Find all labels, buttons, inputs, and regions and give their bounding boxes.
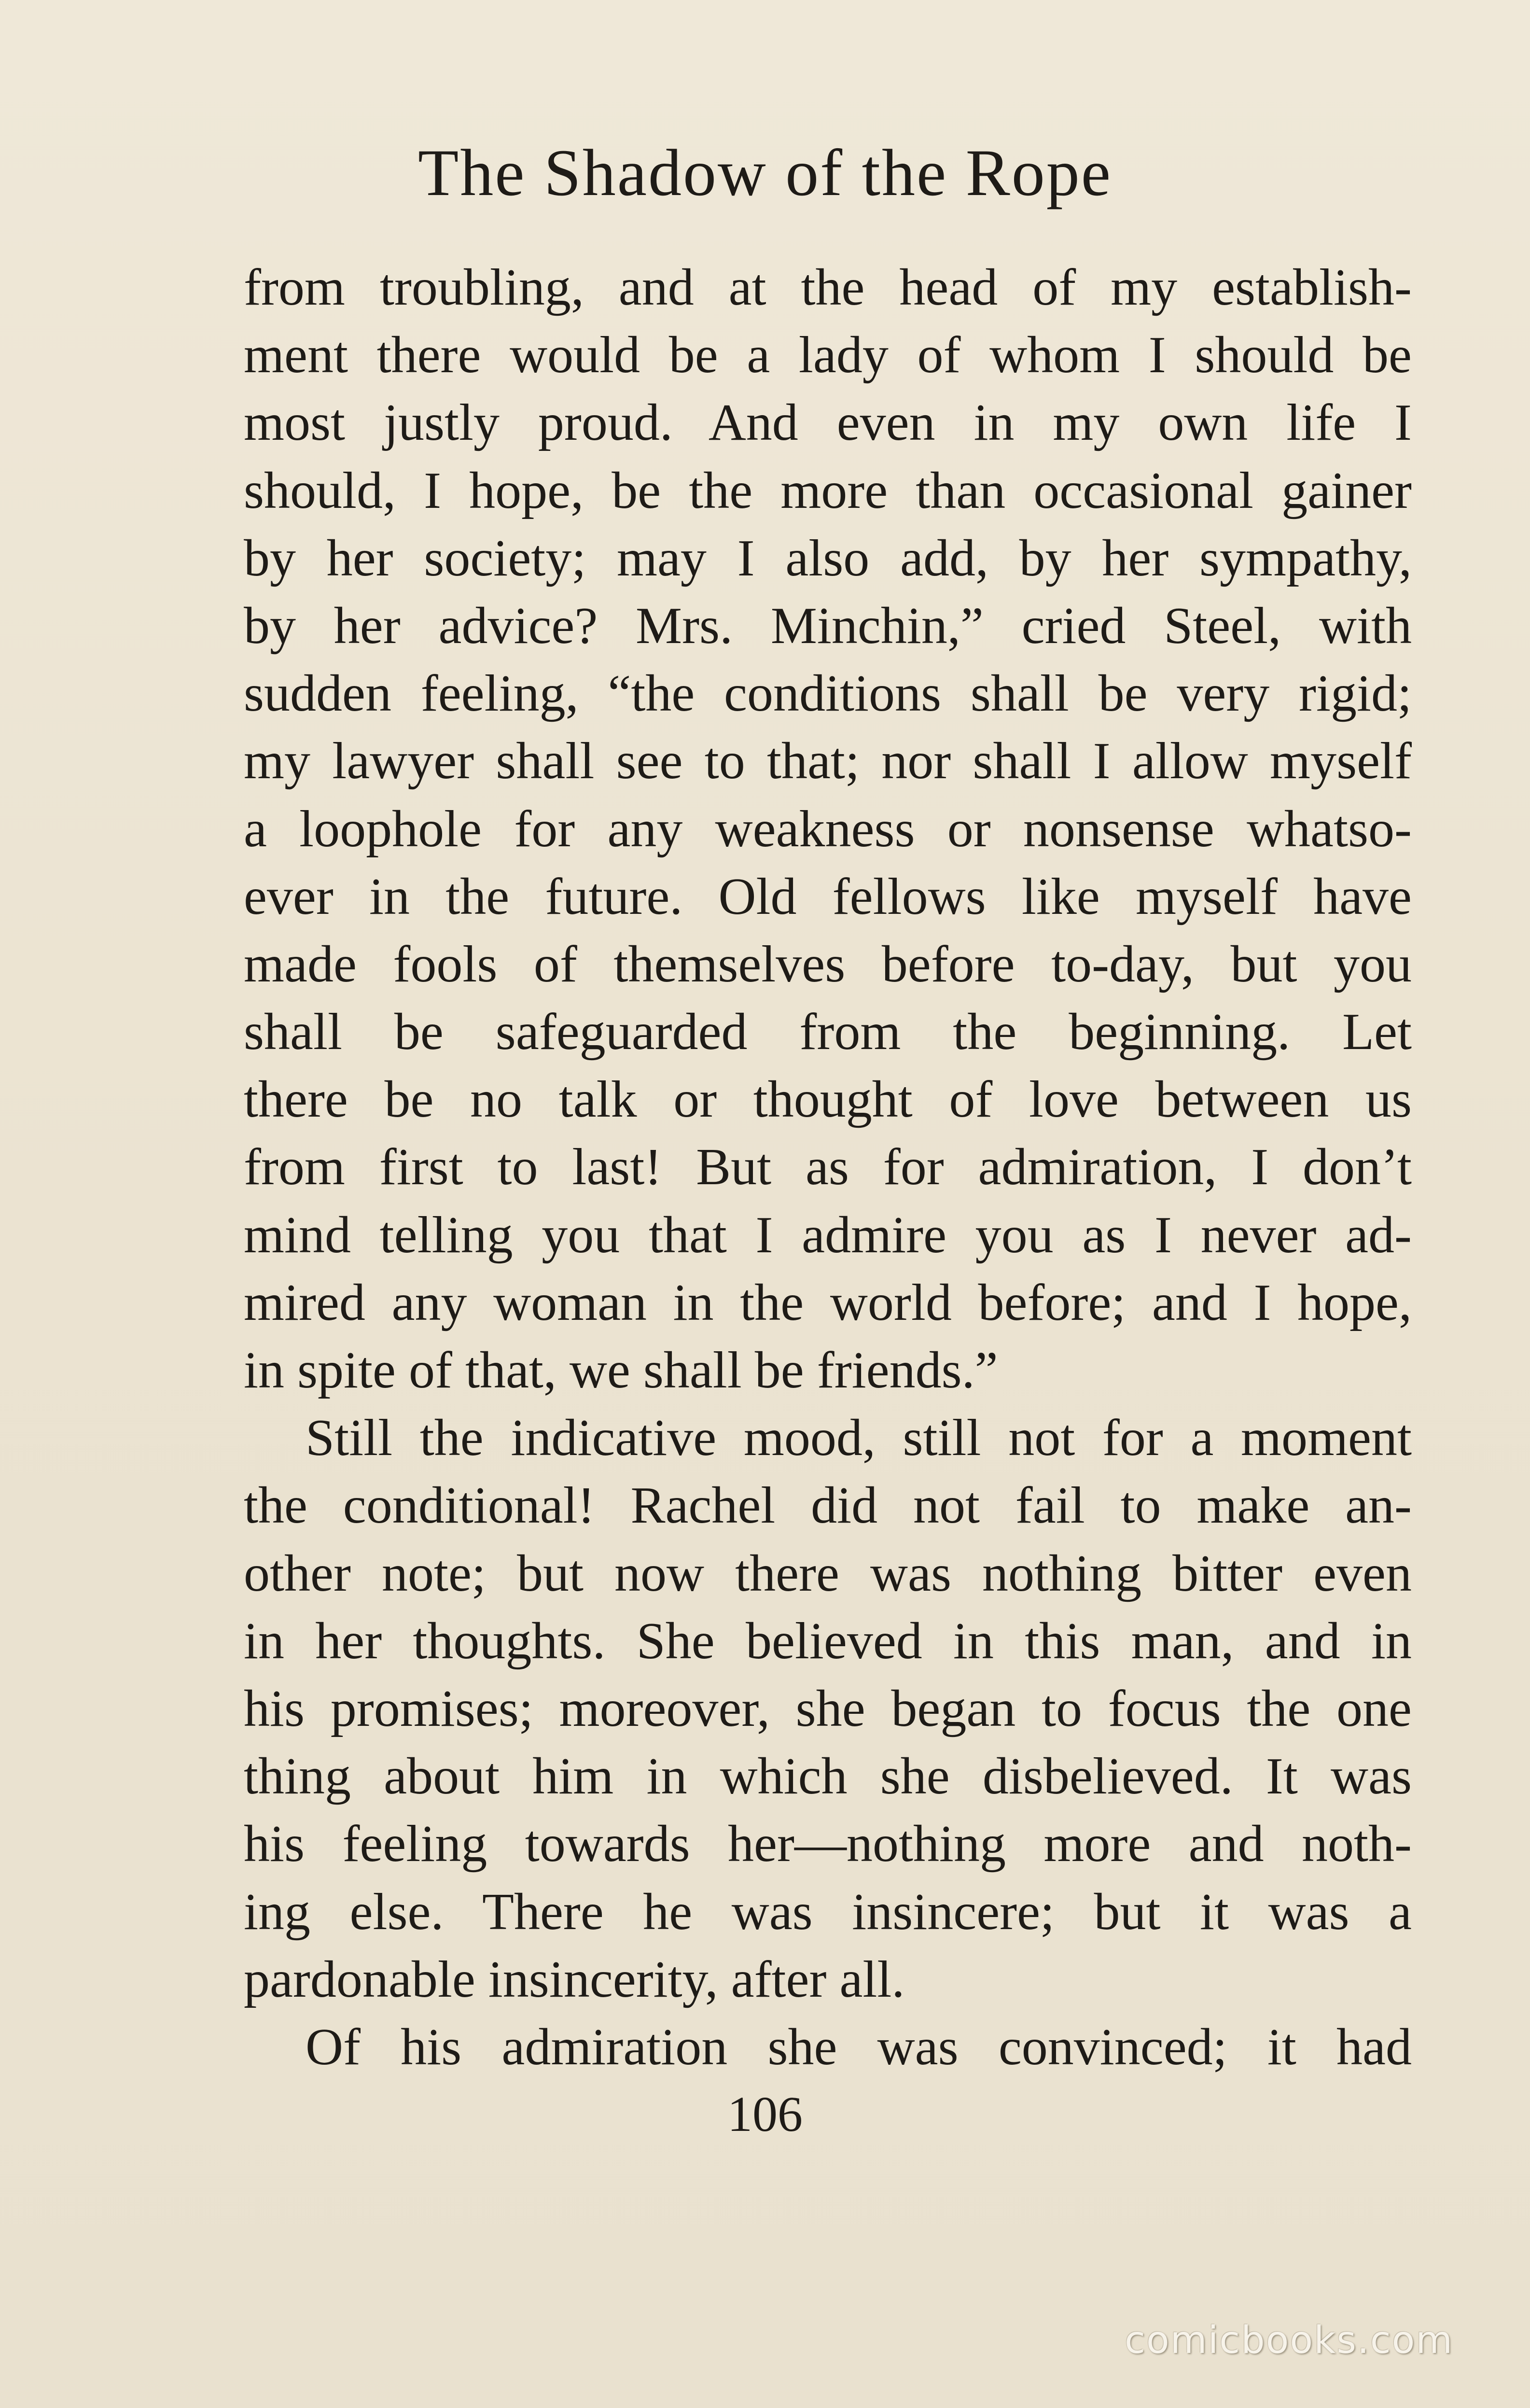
text-line: mired any woman in the world before; and I hope, xyxy=(244,1274,1412,1331)
text-line: pardonable insincerity, after all. xyxy=(244,1950,905,2008)
watermark: comicbooks.com xyxy=(1125,2319,1454,2362)
text-line: by her advice? Mrs. Minchin,” cried Steel, with xyxy=(244,597,1412,655)
text-line: thing about him in which she disbelieved. It was xyxy=(244,1748,1412,1806)
text-line: from troubling, and at the head of my establish- xyxy=(244,259,1412,316)
text-line: a loophole for any weakness or nonsense whatso- xyxy=(244,800,1412,858)
text-line: most justly proud. And even in my own life I xyxy=(244,394,1412,452)
text-line: other note; but now there was nothing bitter even xyxy=(244,1544,1412,1602)
text-line: his promises; moreover, she began to focus the one xyxy=(244,1680,1412,1737)
text-line: from first to last! But as for admiration, I don’t xyxy=(244,1138,1412,1196)
page-number: 106 xyxy=(727,2086,803,2142)
running-head: The Shadow of the Rope xyxy=(417,136,1113,210)
text-line: made fools of themselves before to-day, but you xyxy=(244,935,1412,993)
text-line: his feeling towards her—nothing more and noth- xyxy=(244,1815,1412,1873)
text-line: the conditional! Rachel did not fail to make an- xyxy=(244,1477,1412,1535)
text-line: my lawyer shall see to that; nor shall I allow myself xyxy=(244,732,1412,790)
text-line: Of his admiration she was convinced; it had xyxy=(306,2018,1412,2076)
text-line: ment there would be a lady of whom I should be xyxy=(244,326,1412,384)
text-line: shall be safeguarded from the beginning. Let xyxy=(244,1003,1412,1061)
text-line: Still the indicative mood, still not for a moment xyxy=(306,1409,1412,1467)
text-line: in spite of that, we shall be friends.” xyxy=(244,1342,998,1399)
text-line: ever in the future. Old fellows like myself have xyxy=(244,868,1412,925)
text-line: by her society; may I also add, by her sympathy, xyxy=(244,529,1412,587)
body-text xyxy=(244,254,1412,2081)
text-line: sudden feeling, “the conditions shall be very rigid; xyxy=(244,665,1412,723)
text-line: mind telling you that I admire you as I never ad- xyxy=(244,1206,1412,1264)
text-line: there be no talk or thought of love between us xyxy=(244,1071,1412,1129)
text-line: in her thoughts. She believed in this man, and in xyxy=(244,1612,1412,1670)
text-line: should, I hope, be the more than occasional gainer xyxy=(244,462,1412,519)
text-line: ing else. There he was insincere; but it was a xyxy=(244,1883,1412,1941)
